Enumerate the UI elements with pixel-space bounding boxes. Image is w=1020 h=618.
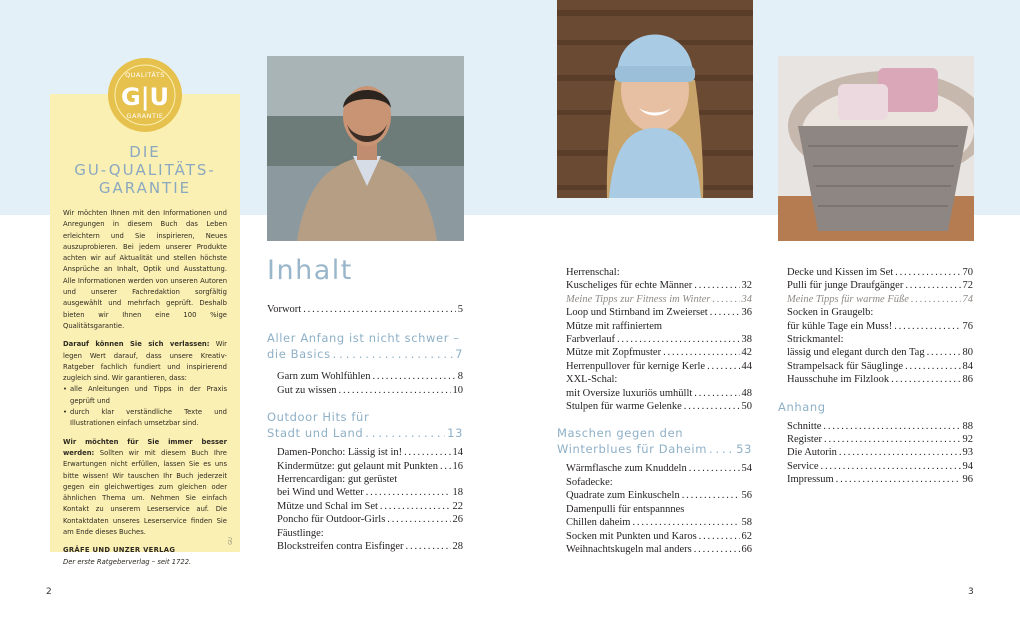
toc-entry[interactable]: Damen-Poncho: Lässig ist in! . . . 14 xyxy=(277,446,463,459)
guarantee-bullet-list xyxy=(63,384,227,429)
toc-entry[interactable]: für kühle Tage ein Muss! . . . 76 xyxy=(787,320,973,333)
guarantee-title-line: GU-QUALITÄTS- xyxy=(74,161,216,179)
gu-quality-seal-icon xyxy=(107,57,183,133)
toc-entry[interactable]: Blockstreifen contra Eisfinger . . . 28 xyxy=(277,540,463,553)
toc-entry-tip[interactable]: Meine Tipps für warme Füße . . . 74 xyxy=(787,293,973,306)
toc-entry-tip[interactable]: Meine Tipps zur Fitness im Winter . . . 34 xyxy=(566,293,752,306)
toc-entry[interactable]: bei Wind und Wetter . . . 18 xyxy=(277,486,463,499)
toc-entry[interactable]: Loop und Stirnband im Zweierset . . . 36 xyxy=(566,306,752,319)
section-heading-line: Anhang xyxy=(778,399,826,414)
section-heading-line: Outdoor Hits für xyxy=(267,410,370,425)
toc-column-1 xyxy=(267,303,463,553)
toc-entry[interactable]: Poncho für Outdoor-Girls . . . 26 xyxy=(277,513,463,526)
svg-text:QUALITÄTS: QUALITÄTS xyxy=(125,71,165,79)
guarantee-title-line: GARANTIE xyxy=(98,179,192,197)
photo-blanket-chair xyxy=(778,56,974,241)
section-heading-line: Maschen gegen den xyxy=(557,426,684,441)
guarantee-paragraph: Wir legen Wert darauf, dass unsere Kreativ-Ratgeber fachlich fundiert und inspirierend zugleich sind. Wir garantieren, dass: xyxy=(63,340,227,383)
toc-entry[interactable]: Socken in Graugelb: xyxy=(787,307,874,319)
photo-man-sweater xyxy=(267,56,464,241)
toc-entry[interactable]: Fäustlinge: xyxy=(277,527,324,539)
toc-entry[interactable]: Gut zu wissen . . . 10 xyxy=(277,384,463,397)
photo-woman-hat xyxy=(557,0,753,198)
toc-column-3 xyxy=(778,266,973,487)
toc-entry[interactable]: Register . . . 92 xyxy=(787,433,973,446)
svg-text:G|U: G|U xyxy=(121,83,169,111)
toc-entry[interactable]: Herrenschal: xyxy=(566,267,620,278)
toc-entry[interactable]: Die Autorin . . . 93 xyxy=(787,446,973,459)
toc-entry[interactable]: Garn zum Wohlfühlen . . . 8 xyxy=(277,370,463,383)
toc-entry[interactable]: Quadrate zum Einkuscheln . . . 56 xyxy=(566,489,752,502)
toc-title: Inhalt xyxy=(267,255,353,286)
list-item: • durch klar verständliche Texte und Illustrationen einfach umsetzbar sind. xyxy=(70,407,227,430)
guarantee-title-line: DIE xyxy=(129,143,161,161)
guarantee-paragraph: Sollten wir mit diesem Buch Ihre Erwartungen nicht erfüllen, lassen Sie es uns bitte wissen! Wir tauschen Ihr Buch jederzeit gegen ein gleichwertiges zum gleichen oder ähnlichen Thema um. Nehmen Sie einfach Kontakt zu unserem Leserservice auf. Die Kontaktdaten unseres Leserservice finden Sie am Ende dieses Buches. xyxy=(63,448,227,537)
toc-entry[interactable]: mit Oversize luxuriös umhüllt . . . 48 xyxy=(566,387,752,400)
toc-entry[interactable]: Impressum . . . 96 xyxy=(787,473,973,486)
toc-entry[interactable]: Hausschuhe im Filzlook . . . 86 xyxy=(787,373,973,386)
toc-entry[interactable]: Mütze mit raffiniertem xyxy=(566,320,663,332)
toc-column-2 xyxy=(557,266,752,556)
toc-entry[interactable]: XXL-Schal: xyxy=(566,374,618,386)
toc-entry[interactable]: Mütze und Schal im Set . . . 22 xyxy=(277,500,463,513)
section-heading[interactable]: Outdoor Hits für Stadt und Land . . . 13 xyxy=(267,409,463,441)
toc-entry[interactable]: Vorwort . . . 5 xyxy=(267,303,463,316)
toc-entry[interactable]: Schnitte . . . 88 xyxy=(787,420,973,433)
page-number-left: 2 xyxy=(46,587,52,597)
section-heading[interactable] xyxy=(778,399,973,415)
guarantee-text xyxy=(63,208,227,568)
toc-entry[interactable]: Strickmantel: xyxy=(787,334,844,346)
publisher-slogan: Der erste Ratgeberverlag – seit 1722. xyxy=(63,557,192,566)
toc-entry[interactable]: Mütze mit Zopfmuster . . . 42 xyxy=(566,346,752,359)
toc-entry[interactable]: Stulpen für warme Gelenke . . . 50 xyxy=(566,400,752,413)
toc-entry[interactable]: Service . . . 94 xyxy=(787,460,973,473)
toc-entry[interactable]: Herrenpullover für kernige Kerle . . . 44 xyxy=(566,360,752,373)
toc-entry[interactable]: Chillen daheim . . . 58 xyxy=(566,516,752,529)
section-heading-line: Aller Anfang ist nicht schwer – xyxy=(267,331,460,346)
toc-entry[interactable]: Decke und Kissen im Set . . . 70 xyxy=(787,266,973,279)
section-heading[interactable]: Aller Anfang ist nicht schwer – die Basics . . . 7 xyxy=(267,330,463,362)
toc-entry[interactable]: Farbverlauf . . . 38 xyxy=(566,333,752,346)
section-items xyxy=(557,462,752,556)
toc-entry[interactable]: Herrencardigan: gut gerüstet xyxy=(277,474,398,486)
toc-entry[interactable]: Weihnachtskugeln mal anders . . . 66 xyxy=(566,543,752,556)
list-item: • alle Anleitungen und Tipps in der Praxis geprüft und xyxy=(70,384,227,407)
section-heading[interactable]: Maschen gegen den Winterblues für Daheim . . . 53 xyxy=(557,425,752,457)
toc-entry[interactable]: Wärmflasche zum Knuddeln . . . 54 xyxy=(566,462,752,475)
guarantee-paragraph: Wir möchten Ihnen mit den Informationen und Anregungen in diesem Buch das Leben erleichtern und Sie inspirieren, Neues auszuprobieren. Bei jedem unserer Produkte achten wir auf Aktualität und stellen höchste Ansprüche an Inhalt, Optik und Ausstattung. Alle Informationen werden von unseren Autoren und unserer Fachredaktion sorgfältig ausgewählt und mehrfach geprüft. Deshalb bieten wir Ihnen eine 100 %ige Qualitätsgarantie. xyxy=(63,209,227,330)
toc-entry[interactable]: Strampelsack für Säuglinge . . . 84 xyxy=(787,360,973,373)
section-items xyxy=(267,446,463,553)
toc-entry[interactable]: Socken mit Punkten und Karos . . . 62 xyxy=(566,530,752,543)
page-number-right: 3 xyxy=(968,587,974,597)
guarantee-heading: Wir möchten für Sie immer besser werden: xyxy=(63,437,227,457)
svg-text:GARANTIE: GARANTIE xyxy=(126,112,164,120)
toc-entry[interactable]: Damenpulli für entspannnes xyxy=(566,503,685,515)
toc-entry[interactable]: Sofadecke: xyxy=(566,476,613,488)
section-items xyxy=(557,266,752,413)
section-items xyxy=(267,370,463,397)
publisher-name: GRÄFE UND UNZER VERLAG xyxy=(63,546,176,555)
section-items xyxy=(778,266,973,387)
guarantee-heading: Darauf können Sie sich verlassen: xyxy=(63,340,210,349)
toc-entry[interactable]: Kindermütze: gut gelaunt mit Punkten . . . 16 xyxy=(277,460,463,473)
toc-entry[interactable]: lässig und elegant durch den Tag . . . 80 xyxy=(787,346,973,359)
toc-entry[interactable]: Pulli für junge Draufgänger . . . 72 xyxy=(787,279,973,292)
side-mark: GU xyxy=(227,537,234,545)
toc-entry[interactable]: Kuscheliges für echte Männer . . . 32 xyxy=(566,279,752,292)
guarantee-title xyxy=(50,143,240,197)
section-items xyxy=(778,420,973,487)
